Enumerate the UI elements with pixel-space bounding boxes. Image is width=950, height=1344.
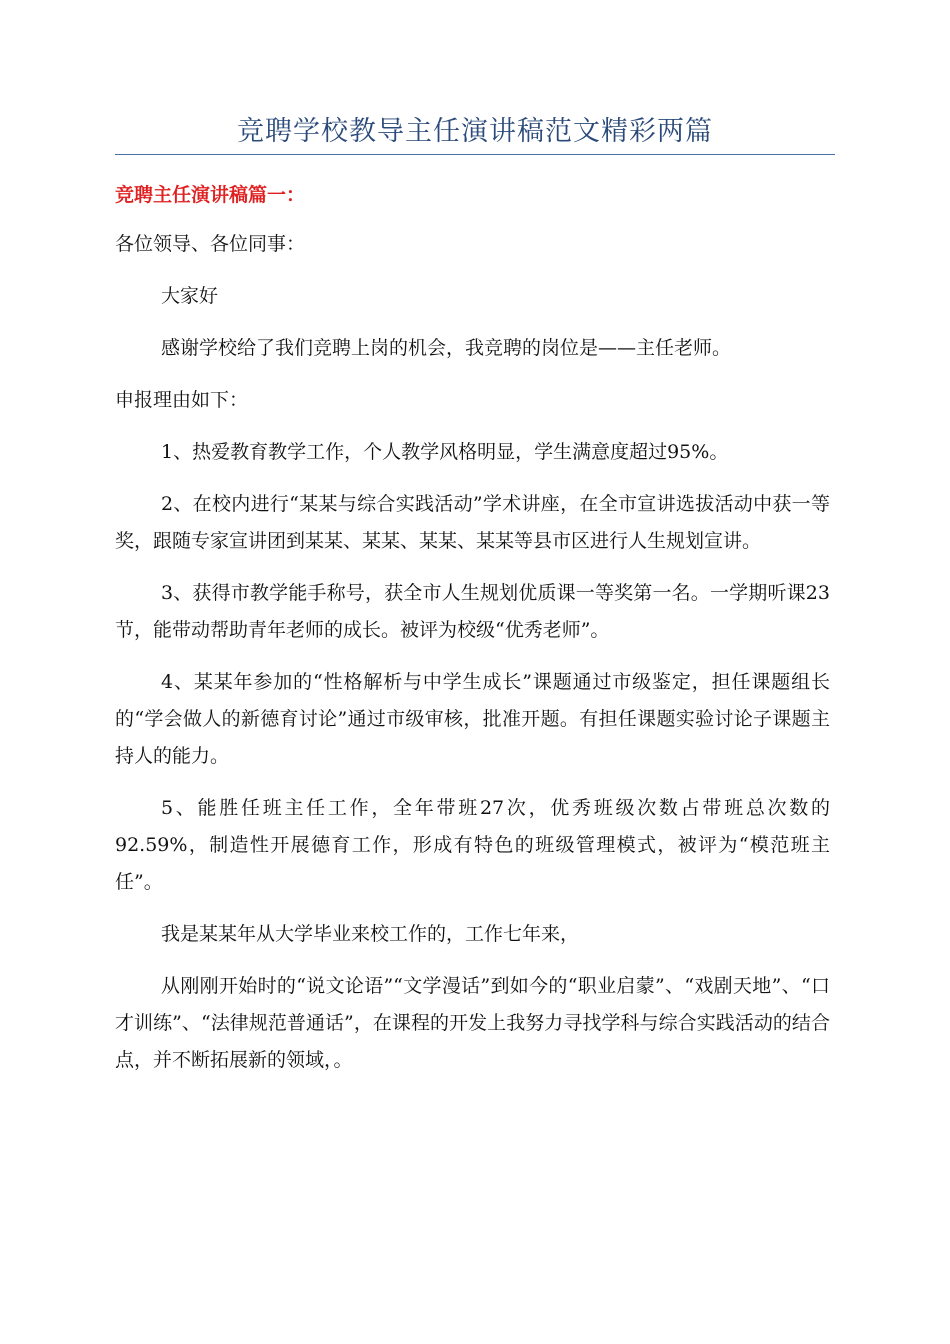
paragraph-courses: 从刚刚开始时的“说文论语”“文学漫话”到如今的“职业启蒙”、“戏剧天地”、“口才训练”、“法律规范普通话”，在课程的开发上我努力寻找学科与综合实践活动的结合点，并不断拓展新的领域，。 (115, 975, 830, 1071)
title-underline (115, 154, 835, 155)
salutation: 各位领导、各位同事： (115, 233, 306, 255)
paragraph-reason-2: 2、在校内进行“某某与综合实践活动”学术讲座，在全市宣讲选拔活动中获一等奖，跟随专家宣讲团到某某、某某、某某、某某等县市区进行人生规划宣讲。 (115, 493, 830, 552)
paragraph-reason-1: 1、热爱教育教学工作，个人教学风格明显，学生满意度超过95%。 (161, 441, 729, 463)
paragraph-reasons-intro: 申报理由如下： (115, 389, 249, 411)
paragraph-reason-3: 3、获得市教学能手称号，获全市人生规划优质课一等奖第一名。一学期听课23节，能带动帮助青年老师的成长。被评为校级“优秀老师”。 (115, 582, 830, 641)
paragraph-experience: 我是某某年从大学毕业来校工作的，工作七年来， (161, 923, 580, 945)
paragraph-reason-4: 4、某某年参加的“性格解析与中学生成长”课题通过市级鉴定，担任课题组长的“学会做人的新德育讨论”通过市级审核，批准开题。有担任课题实验讨论子课题主持人的能力。 (115, 671, 830, 767)
section-heading: 竞聘主任演讲稿篇一： (115, 184, 306, 206)
document-body (115, 226, 830, 1094)
paragraph-thanks: 感谢学校给了我们竞聘上岗的机会，我竞聘的岗位是——主任老师。 (161, 337, 732, 359)
document-title: 竞聘学校教导主任演讲稿范文精彩两篇 (237, 116, 713, 147)
paragraph-reason-5: 5、能胜任班主任工作，全年带班27次，优秀班级次数占带班总次数的92.59%，制造性开展德育工作，形成有特色的班级管理模式，被评为“模范班主任”。 (115, 797, 830, 893)
greeting: 大家好 (161, 285, 219, 307)
